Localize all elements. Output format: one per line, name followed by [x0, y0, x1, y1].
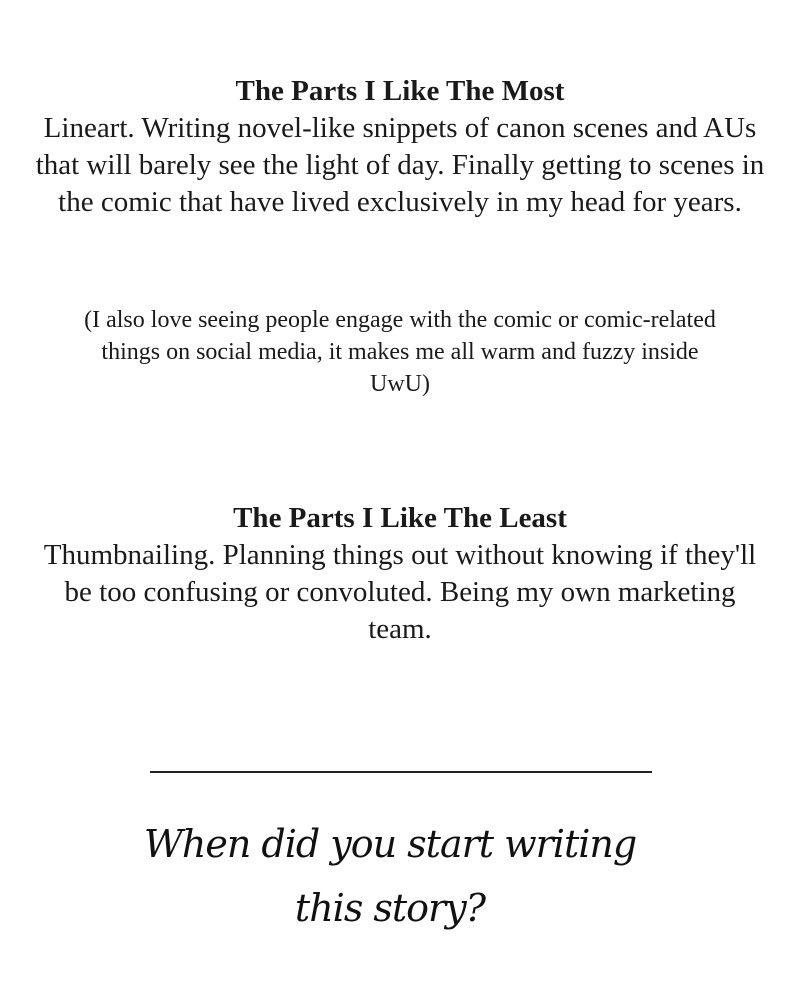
- section-least-heading: The Parts I Like The Least: [233, 502, 567, 534]
- section-most: [30, 72, 770, 221]
- section-least-body: Thumbnailing. Planning things out without knowing if they'll be too confusing or convoluted. Being my own marketing team.: [43, 539, 757, 645]
- section-least: [30, 499, 770, 648]
- question-heading: When did you start writing this story?: [143, 822, 637, 930]
- divider-line: [150, 771, 652, 773]
- section-most-note: (I also love seeing people engage with the comic or comic-related things on social media, it makes me all warm and fuzzy inside UwU): [84, 307, 716, 397]
- section-most-body: Lineart. Writing novel-like snippets of canon scenes and AUs that will barely see the light of day. Finally getting to scenes in the comic that have lived exclusively in my head for years.: [35, 112, 765, 218]
- section-most-heading: The Parts I Like The Most: [235, 75, 565, 107]
